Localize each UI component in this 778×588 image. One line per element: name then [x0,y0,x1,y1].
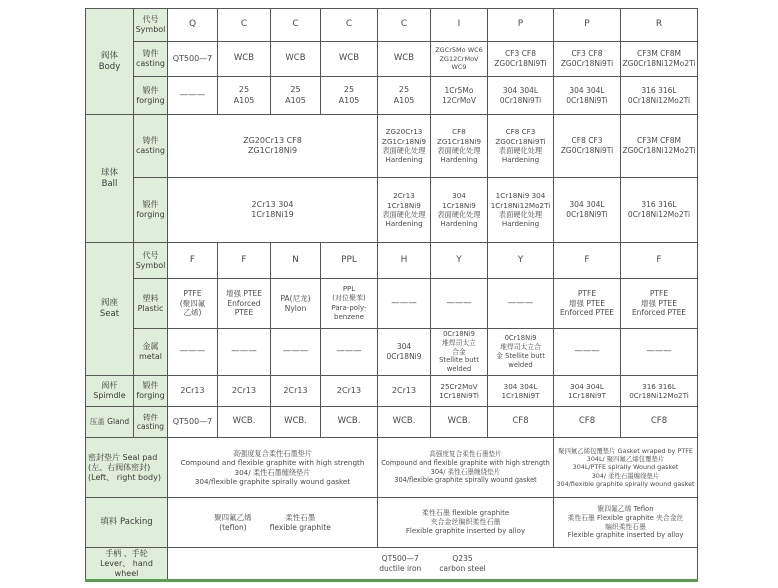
table-cell: 2Cr13 304 1Cr18Ni19 [168,178,378,243]
table-cell: 2Cr13 1Cr18Ni9 表面硬化处理 Hardening [378,178,431,243]
table-cell: WCB [218,42,271,77]
table-cell: CF8 CF3 ZG0Cr18Ni9Ti [554,115,621,178]
sub-label-plastic: 塑料 Plastic [134,279,168,329]
sub-label-casting: 铸件 casting [134,407,168,438]
table-cell: PPL [321,243,378,279]
table-cell: 316 316L 0Cr18Ni12Mo2Ti [621,77,698,115]
table-cell: CF8 [554,407,621,438]
material-table [85,8,698,582]
table-cell: ——— [218,329,271,376]
table-cell: CF3 CF8 ZG0Cr18Ni9Ti [554,42,621,77]
table-cell: CF3M CF8M ZG0Cr18Ni12Mo2Ti [621,42,698,77]
table-cell: 高强度复合柔性石墨垫片 Compound and flexible graphite with high strength 304/ 柔性石墨缠绕垫片 304/flexible graphite spirally wound gasket [378,438,554,498]
table-cell: ——— [321,329,378,376]
table-cell: ZG20Cr13 CF8 ZG1Cr18Ni9 [168,115,378,178]
table-cell: CF8 CF3 ZG0Cr18Ni9Ti 表面硬化处理 Hardening [488,115,554,178]
table-cell: 304 304L 0Cr18Ni9Ti [554,178,621,243]
table-cell: ZGCr5Mo WC6 ZG12CrMoV WC9 [431,42,488,77]
table-cell: 0Cr18Ni9 堆焊司太立合 金 Stellite butt welded [488,329,554,376]
table-cell: ——— [168,77,218,115]
row-label-seal-pad: 密封垫片 Seal pad (左、右阀体密封) (Left、 right body) [86,438,168,498]
table-cell: 25 A105 [321,77,378,115]
table-cell: H [378,243,431,279]
col-header: Q [168,9,218,42]
sub-label-casting: 铸件 casting [134,42,168,77]
table-cell: 2Cr13 [271,376,321,407]
table-cell [168,498,378,548]
table-cell: N [271,243,321,279]
table-cell: F [621,243,698,279]
row-label-body: 阀体 Body [86,9,134,115]
col-header: C [321,9,378,42]
table-cell: 25 A105 [378,77,431,115]
table-cell: PTFE (聚四氟 乙烯) [168,279,218,329]
table-cell: F [218,243,271,279]
table-cell: 304 304L 1Cr18Ni9T [488,376,554,407]
table-cell: ——— [378,279,431,329]
table-cell: 0Cr18Ni9 堆焊司太立 合金 Stellite butt welded [431,329,488,376]
table-cell: 2Cr13 [168,376,218,407]
col-header: I [431,9,488,42]
table-cell: 2Cr13 [321,376,378,407]
table-cell: WCB. [431,407,488,438]
table-cell: 2Cr13 [378,376,431,407]
table-cell: ZG20Cr13 ZG1Cr18Ni9 表面硬化处理 Hardening [378,115,431,178]
sub-label-forging: 锻件 forging [134,178,168,243]
table-cell: WCB. [378,407,431,438]
table-cell: 25Cr2MoV 1Cr18Ni9Ti [431,376,488,407]
table-cell: 聚四氟乙烯 Teflon 柔性石墨 Flexible graphite 夹合金丝 编织柔性石墨 Flexible graphite inserted by alloy [554,498,698,548]
table-cell: ——— [621,329,698,376]
table-cell: ——— [168,329,218,376]
table-cell: 304 0Cr18Ni9 [378,329,431,376]
table-cell: 25 A105 [218,77,271,115]
table-cell: 304 1Cr18Ni9 表面硬化处理 Hardening [431,178,488,243]
table-cell: CF3 CF8 ZG0Cr18Ni9Ti [488,42,554,77]
row-label-gland: 压盖 Gland [86,407,134,438]
table-cell: 304 304L 1Cr18Ni9T [554,376,621,407]
col-header: C [218,9,271,42]
table-cell: WCB [321,42,378,77]
table-cell: ——— [431,279,488,329]
table-cell: Y [488,243,554,279]
table-cell: PPL (对位聚苯) Para-poly- benzene [321,279,378,329]
table-cell: CF3M CF8M ZG0Cr18Ni12Mo2Ti [621,115,698,178]
table-cell: 316 316L 0Cr18Ni12Mo2Ti [621,178,698,243]
table-cell: 316 316L 0Cr18Ni12Mo2Ti [621,376,698,407]
sub-label-casting: 铸件 casting [134,115,168,178]
table-cell: 25 A105 [271,77,321,115]
col-header: C [271,9,321,42]
table-cell: CF8 ZG1Cr18Ni9 表面硬化处理 Hardening [431,115,488,178]
sub-label-forging: 锻件 forging [134,77,168,115]
table-cell: 2Cr13 [218,376,271,407]
table-cell: PA(尼龙) Nylon [271,279,321,329]
row-label-lever: 手柄 、手轮 Lever、 hand wheel [86,548,168,581]
cell-text-block: 聚四氟乙烯 (teflon) [214,512,252,532]
table-cell: PTFE 增强 PTEE Enforced PTEE [554,279,621,329]
row-label-packing: 填料 Packing [86,498,168,548]
table-cell: QT500—7 [168,42,218,77]
table-cell: 聚四氟乙烯包覆垫片 Gasket wraped by PTFE 304L/ 聚四氟乙烯包覆垫片 304L/PTFE spirally Wound gasket 304/ 柔性石墨缠绕垫片 304/flexible graphite spirally wound gasket [554,438,698,498]
table-cell: 高强度复合柔性石墨垫片 Compound and flexible graphite with high strength 304/ 柔性石墨缠绕垫片 304/flexible graphite spirally wound gasket [168,438,378,498]
sub-label-metal: 金属 metal [134,329,168,376]
cell-text-block: Q235 carbon steel [439,553,486,573]
row-label-spindle: 阀杆 Spimdle [86,376,134,407]
table-cell: 304 304L 0Cr18Ni9Ti [488,77,554,115]
table-cell: 柔性石墨 flexible graphite 夹合金丝编织柔性石墨 Flexible graphite inserted by alloy [378,498,554,548]
col-header: P [554,9,621,42]
table-cell: WCB. [271,407,321,438]
table-cell: WCB. [321,407,378,438]
table-cell: QT500—7 [168,407,218,438]
table-cell: Y [431,243,488,279]
table-cell: ——— [271,329,321,376]
table-cell [168,548,698,581]
table-cell: 增强 PTEE Enforced PTEE [218,279,271,329]
cell-text-block: 柔性石墨 flexible graphite [269,512,331,532]
sub-label-forging: 锻件 forging [134,376,168,407]
table-cell: ——— [554,329,621,376]
table-cell: PTFE 增强 PTEE Enforced PTEE [621,279,698,329]
table-cell: WCB [271,42,321,77]
table-cell: 1Cr5Mo 12CrMoV [431,77,488,115]
col-header: R [621,9,698,42]
table-cell: F [168,243,218,279]
table-cell: WCB [378,42,431,77]
col-header: P [488,9,554,42]
table-cell: 304 304L 0Cr18Ni9Ti [554,77,621,115]
row-label-seat: 阀座 Seat [86,243,134,376]
sub-label-symbol: 代号 Symbol [134,9,168,42]
table-cell: F [554,243,621,279]
table-cell: ——— [488,279,554,329]
table-cell: CF8 [621,407,698,438]
col-header: C [378,9,431,42]
sub-label-symbol: 代号 Symbol [134,243,168,279]
table-cell: 1Cr18Ni9 304 1Cr18Ni12Mo2Ti 表面硬化处理 Hardening [488,178,554,243]
cell-text-block: QT500—7 ductile iron [379,553,422,573]
table-cell: WCB. [218,407,271,438]
table-cell: CF8 [488,407,554,438]
row-label-ball: 球体 Ball [86,115,134,243]
